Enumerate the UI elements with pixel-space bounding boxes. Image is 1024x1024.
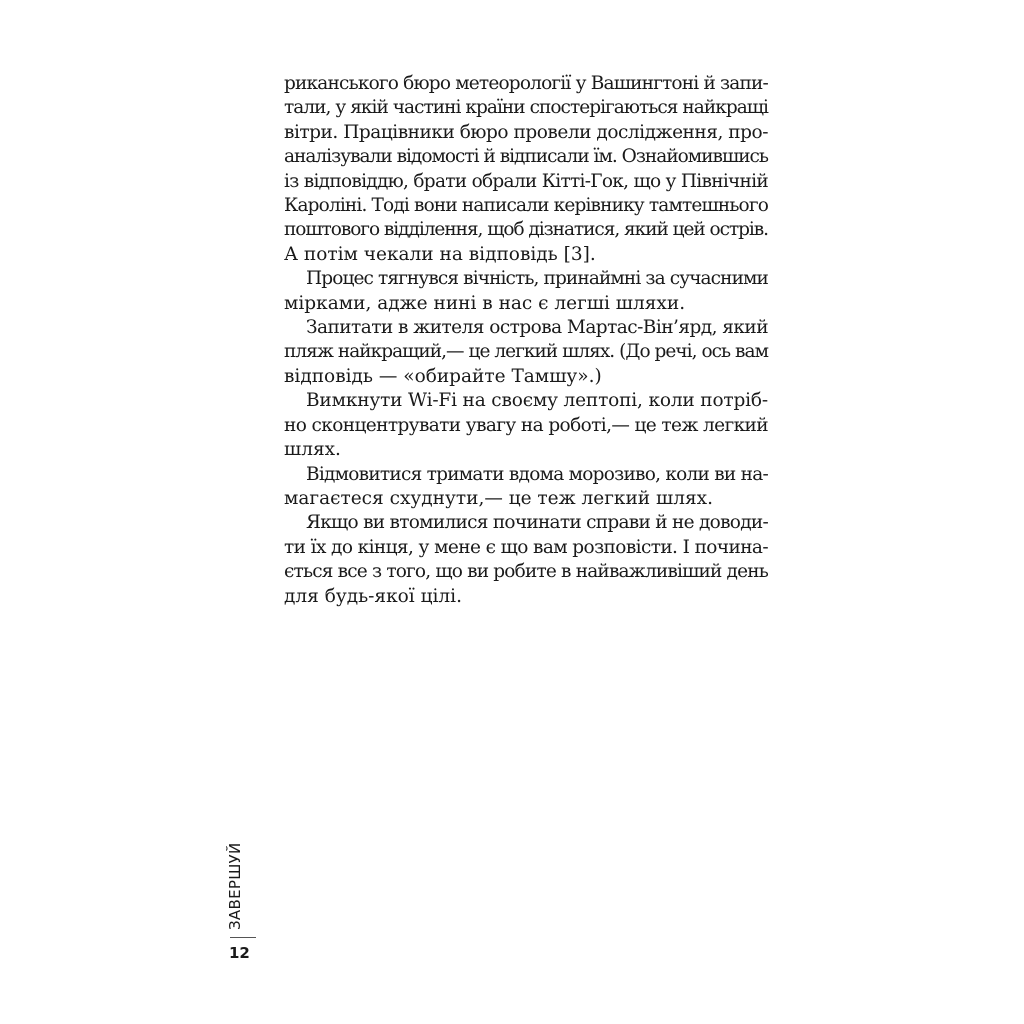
text-line: аналізували відомості й відписали їм. Ознайомившись [284, 146, 768, 168]
text-line: тали, у якій частині країни спостерігаються найкращі [284, 97, 768, 119]
text-line: відповідь — «обирайте Тамшу».) [284, 365, 602, 387]
text-line: Відмовитися тримати вдома морозиво, коли ви на- [306, 463, 768, 485]
text-line: для будь-якої цілі. [284, 585, 462, 607]
text-line: вітри. Працівники бюро провели дослідження, про- [284, 121, 768, 143]
text-line: риканського бюро метеорології у Вашингтоні й запи- [284, 73, 768, 94]
text-line: А потім чекали на відповідь [3]. [284, 243, 596, 265]
page-number: 12 [229, 944, 250, 962]
text-line: шлях. [284, 439, 341, 461]
body-text [284, 72, 768, 609]
text-line: Якщо ви втомилися починати справи й не доводи- [306, 512, 768, 534]
text-line: із відповіддю, брати обрали Кітті-Гок, що у Північній [284, 170, 768, 192]
text-line: пляж найкращий,— це легкий шлях. (До речі, ось вам [284, 341, 768, 363]
text-line: Процес тягнувся вічність, принаймні за сучасними [306, 268, 768, 290]
text-line: Кароліні. Тоді вони написали керівнику тамтешнього [284, 195, 768, 217]
text-line: но сконцентрувати увагу на роботі,— це теж легкий [284, 414, 768, 436]
text-line: поштового відділення, щоб дізнатися, який цей острів. [284, 219, 768, 241]
running-head-divider [230, 937, 256, 938]
text-line: магаєтеся схуднути,— це теж легкий шлях. [284, 487, 713, 509]
text-line: Запитати в жителя острова Мартас-Він’ярд, який [306, 317, 768, 339]
text-line: мірками, адже нині в нас є легші шляхи. [284, 292, 686, 314]
running-head: ЗАВЕРШУЙ [226, 842, 244, 930]
text-line: ється все з того, що ви робите в найважливіший день [284, 561, 768, 583]
text-line: Вимкнути Wi-Fi на своєму лептопі, коли потріб- [306, 390, 768, 412]
text-line: ти їх до кінця, у мене є що вам розповісти. І почина- [284, 536, 768, 558]
